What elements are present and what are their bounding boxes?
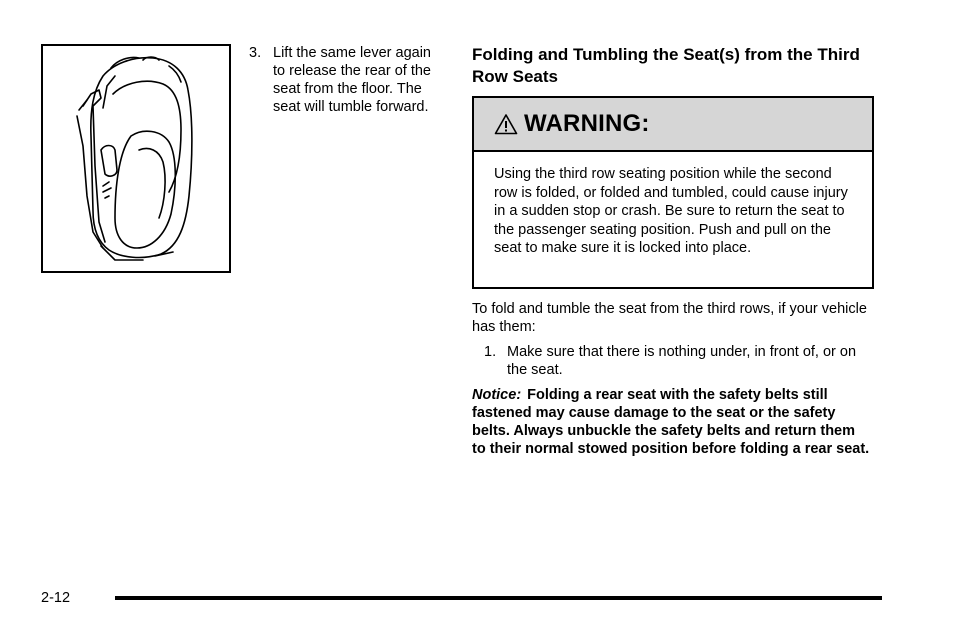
warning-header [474,98,872,152]
tumbled-seat-drawing [43,46,229,271]
step-1-number: 1. [484,344,497,360]
seat-illustration [41,44,231,273]
warning-title: WARNING: [524,110,650,137]
intro-paragraph: To fold and tumble the seat from the third rows, if your vehicle has them: [472,301,867,335]
step-3 [249,44,439,116]
warning-body: Using the third row seating position while the second row is folded, or folded and tumbled, could cause injury in a sudden stop or crash. Be sure to return the seat to the passenger seating position. Push and pull on the seat to make sure it is locked into place. [494,166,848,256]
page-number: 2-12 [41,590,71,606]
notice-paragraph [472,386,872,458]
warning-box [472,96,874,289]
notice-text: Folding a rear seat with the safety belts still fastened may cause damage to the seat or the safety belts. Always unbuckle the safety belts and return them to their normal stowed position before folding a rear seat. [472,387,870,457]
step-3-number: 3. [249,45,262,61]
step-1 [472,343,872,379]
step-3-text: Lift the same lever again to release the rear of the seat from the floor. The seat will tumble forward. [273,45,431,115]
step-1-text: Make sure that there is nothing under, in front of, or on the seat. [507,344,857,378]
section-heading: Folding and Tumbling the Seat(s) from the Third Row Seats [472,45,860,86]
warning-triangle-icon [494,113,518,135]
notice-label: Notice: [472,387,522,403]
footer-rule [115,596,882,600]
